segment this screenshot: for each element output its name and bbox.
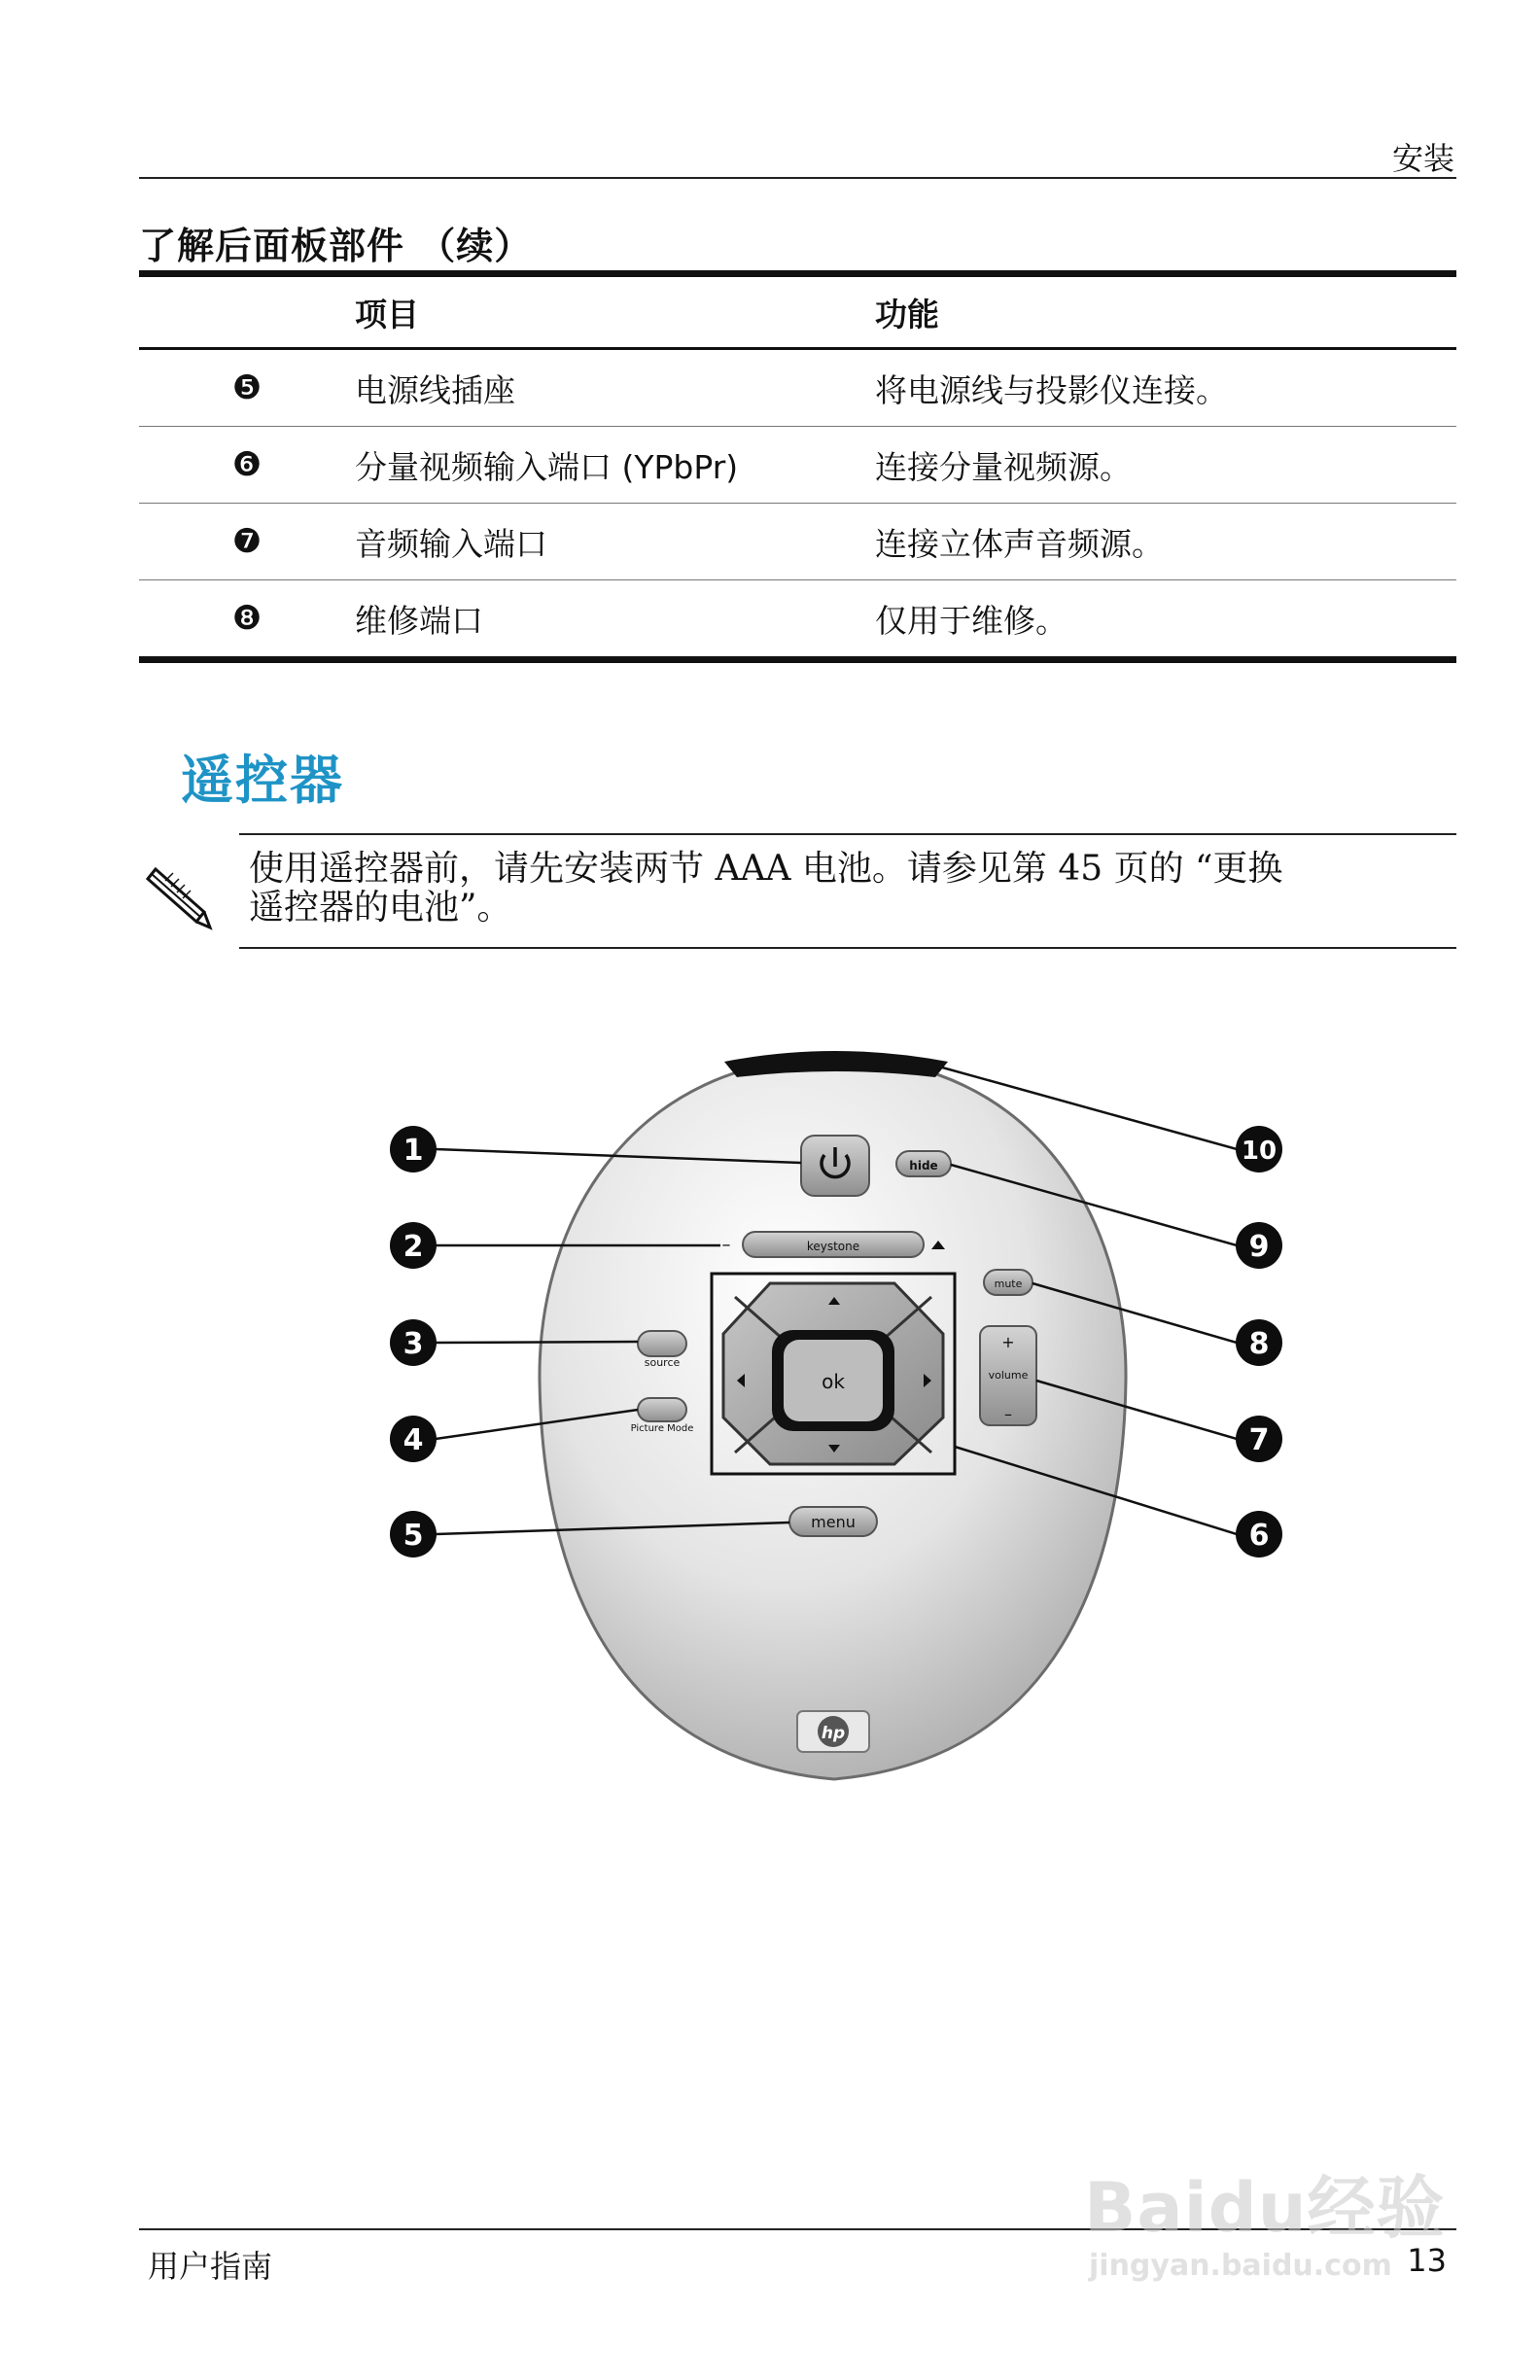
callout-5 (390, 1511, 437, 1558)
watermark-url-text: jingyan.baidu.com (1089, 2249, 1392, 2283)
row-item: 音频输入端口 (355, 524, 547, 563)
footer-guide-label: 用户指南 (148, 2248, 273, 2285)
callout-4-label: 4 (402, 1423, 424, 1457)
row-function: 仅用于维修。 (875, 601, 1068, 640)
callout-6-label: 6 (1248, 1519, 1270, 1553)
ok-button[interactable] (772, 1330, 894, 1431)
callout-1-label: 1 (402, 1134, 424, 1168)
volume-label: volume (988, 1369, 1029, 1382)
keystone-minus: – (721, 1235, 731, 1255)
row-item: 维修端口 (355, 601, 483, 640)
callout-8-label: 8 (1248, 1327, 1270, 1361)
volume-plus: + (1001, 1333, 1015, 1351)
baidu-watermark (1084, 2134, 1453, 2290)
callout-9-label: 9 (1248, 1230, 1270, 1264)
hide-label: hide (909, 1159, 938, 1172)
callout-7-label: 7 (1248, 1423, 1270, 1457)
row-function: 连接立体声音频源。 (875, 524, 1164, 563)
callout-10-label: 10 (1241, 1137, 1278, 1166)
hp-logo-text: hp (821, 1724, 846, 1743)
callout-7 (1236, 1416, 1282, 1462)
menu-button[interactable] (789, 1507, 877, 1536)
ok-label: ok (822, 1370, 845, 1393)
source-button[interactable] (638, 1331, 686, 1369)
row-item: 电源线插座 (355, 370, 515, 409)
note-line-1: 使用遥控器前，请先安装两节 AAA 电池。请参见第 45 页的 “更换 (249, 849, 1283, 889)
table-title: 了解后面板部件 （续） (139, 225, 533, 267)
volume-minus: – (1004, 1405, 1012, 1423)
row-item: 分量视频输入端口 (YPbPr) (355, 447, 739, 486)
callout-2-label: 2 (402, 1230, 424, 1264)
callout-4 (390, 1416, 437, 1462)
header-cell-function: 功能 (875, 295, 939, 333)
callout-1 (390, 1126, 437, 1172)
row-number: ❽ (231, 599, 262, 638)
keystone-label: keystone (806, 1240, 860, 1253)
hide-button[interactable] (896, 1151, 951, 1176)
row-function: 将电源线与投影仪连接。 (875, 370, 1228, 409)
callout-2 (390, 1222, 437, 1269)
keystone-button[interactable] (722, 1232, 946, 1257)
row-number: ❼ (231, 522, 262, 561)
source-label: source (644, 1356, 681, 1369)
callout-6 (1236, 1511, 1282, 1558)
header-section-label: 安装 (1391, 140, 1454, 177)
power-button[interactable] (801, 1136, 869, 1196)
picture-mode-button[interactable] (631, 1398, 694, 1434)
callout-5-label: 5 (402, 1519, 424, 1553)
picture-mode-label: Picture Mode (630, 1423, 694, 1434)
callout-3-label: 3 (402, 1327, 424, 1361)
note-line-2: 遥控器的电池”。 (249, 888, 512, 928)
section-title: 遥控器 (181, 750, 344, 811)
volume-rocker[interactable] (980, 1326, 1036, 1425)
page-number: 13 (1407, 2242, 1447, 2279)
header-cell-item: 项目 (355, 295, 419, 333)
mute-button[interactable] (984, 1270, 1032, 1295)
menu-label: menu (811, 1513, 856, 1531)
mute-label: mute (994, 1278, 1023, 1290)
callout-3 (390, 1319, 437, 1366)
watermark-main-text: Baidu经验 (1084, 2168, 1446, 2248)
row-number: ❺ (231, 368, 262, 407)
row-function: 连接分量视频源。 (875, 447, 1132, 486)
callout-8 (1236, 1319, 1282, 1366)
callout-10 (1236, 1126, 1282, 1172)
callout-9 (1236, 1222, 1282, 1269)
row-number: ❻ (231, 445, 262, 484)
hp-logo (797, 1711, 869, 1752)
